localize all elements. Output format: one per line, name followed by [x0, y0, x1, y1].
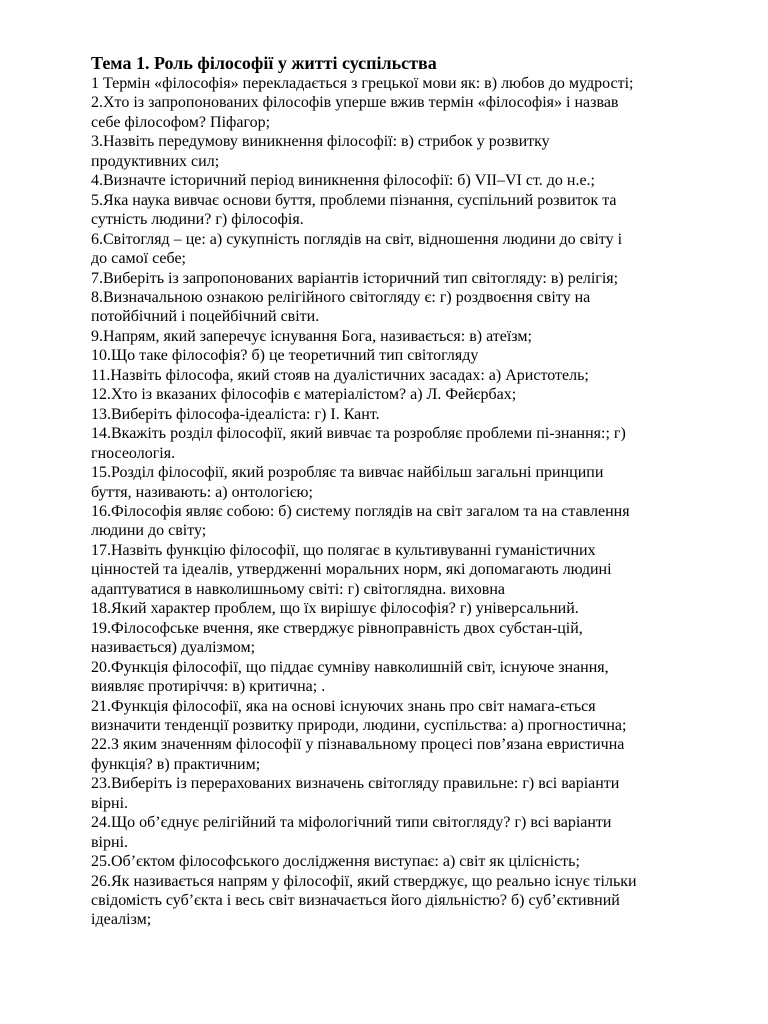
question-item: 12.Хто із вказаних філософів є матеріалістом? а) Л. Фейєрбах; [91, 386, 517, 404]
page-title: Тема 1. Роль філософії у житті суспільства [91, 53, 437, 73]
question-item: 14.Вкажіть розділ філософії, який вивчає та розробляє проблеми пі-знання:; г) гносеологія. [91, 425, 626, 462]
question-item: 1 Термін «філософія» перекладається з грецької мови як: в) любов до мудрості; [91, 75, 634, 92]
question-item: 13.Виберіть філософа-ідеаліста: г) І. Кант. [91, 405, 380, 423]
question-item: 17.Назвіть функцію філософії, що полягає в культивуванні гуманістичних цінностей та ідеалів, утвердженні моральних норм, які допомагають людині адаптуватися в навколишньому світі: г) світоглядна. виховна [91, 541, 612, 598]
question-item: 16.Філософія являє собою: б) систему поглядів на світ загалом та на ставлення людини до світу; [91, 502, 630, 540]
question-item: 5.Яка наука вивчає основи буття, проблеми пізнання, суспільний розвиток та сутність людини? г) філософія. [91, 191, 617, 229]
question-item: 21.Функція філософії, яка на основі існуючих знань про світ намага-ється визначити тенденції розвитку природи, людини, суспільства: а) прогностична; [91, 697, 627, 734]
question-item: 22.З яким значенням філософії у пізнавальному процесі пов’язана евристична функція? в) практичним; [91, 736, 625, 773]
question-item: 23.Виберіть із перерахованих визначень світогляду правильне: г) всі варіанти вірні. [91, 775, 620, 812]
question-item: 19.Філософське вчення, яке стверджує рівноправність двох субстан-цій, називається) дуалізмом; [91, 619, 583, 657]
question-list [91, 74, 716, 930]
question-item: 6.Світогляд – це: а) сукупність поглядів на світ, відношення людини до світу і до самої себе; [91, 230, 623, 268]
question-item: 10.Що таке філософія? б) це теоретичний тип світогляду [91, 347, 479, 365]
question-item: 8.Визначальною ознакою релігійного світогляду є: г) роздвоєння світу на потойбічний і поцейбічний світи. [91, 288, 591, 326]
question-item: 25.Об’єктом філософського дослідження виступає: а) світ як цілісність; [91, 853, 580, 871]
question-item: 15.Розділ філософії, який розробляє та вивчає найбільш загальні принципи буття, називають: а) онтологією; [91, 464, 604, 501]
question-item: 24.Що об’єднує релігійний та міфологічний типи світогляду? г) всі варіанти вірні. [91, 814, 612, 851]
question-item: 7.Виберіть із запропонованих варіантів історичний тип світогляду: в) релігія; [91, 269, 619, 287]
question-item: 26.Як називається напрям у філософії, який стверджує, що реально існує тільки свідомість суб’єкта і весь світ визначається його діяльністю? б) суб’єктивний ідеалізм; [91, 872, 637, 929]
question-item: 2.Хто із запропонованих філософів уперше вжив термін «філософія» і назвав себе філософом? Піфагор; [91, 94, 619, 131]
document-page [91, 52, 716, 930]
question-item: 4.Визначте історичний період виникнення філософії: б) VII–VI ст. до н.е.; [91, 172, 595, 190]
question-item: 3.Назвіть передумову виникнення філософії: в) стрибок у розвитку продуктивних сил; [91, 133, 550, 170]
question-item: 11.Назвіть філософа, який стояв на дуалістичних засадах: а) Аристотель; [91, 366, 589, 384]
question-item: 9.Напрям, який заперечує існування Бога, називається: в) атеїзм; [91, 327, 532, 345]
question-item: 18.Який характер проблем, що їх вирішує філософія? г) універсальний. [91, 600, 579, 618]
question-item: 20.Функція філософії, що піддає сумніву навколишній світ, існуюче знання, виявляє протиріччя: в) критична; . [91, 658, 609, 696]
